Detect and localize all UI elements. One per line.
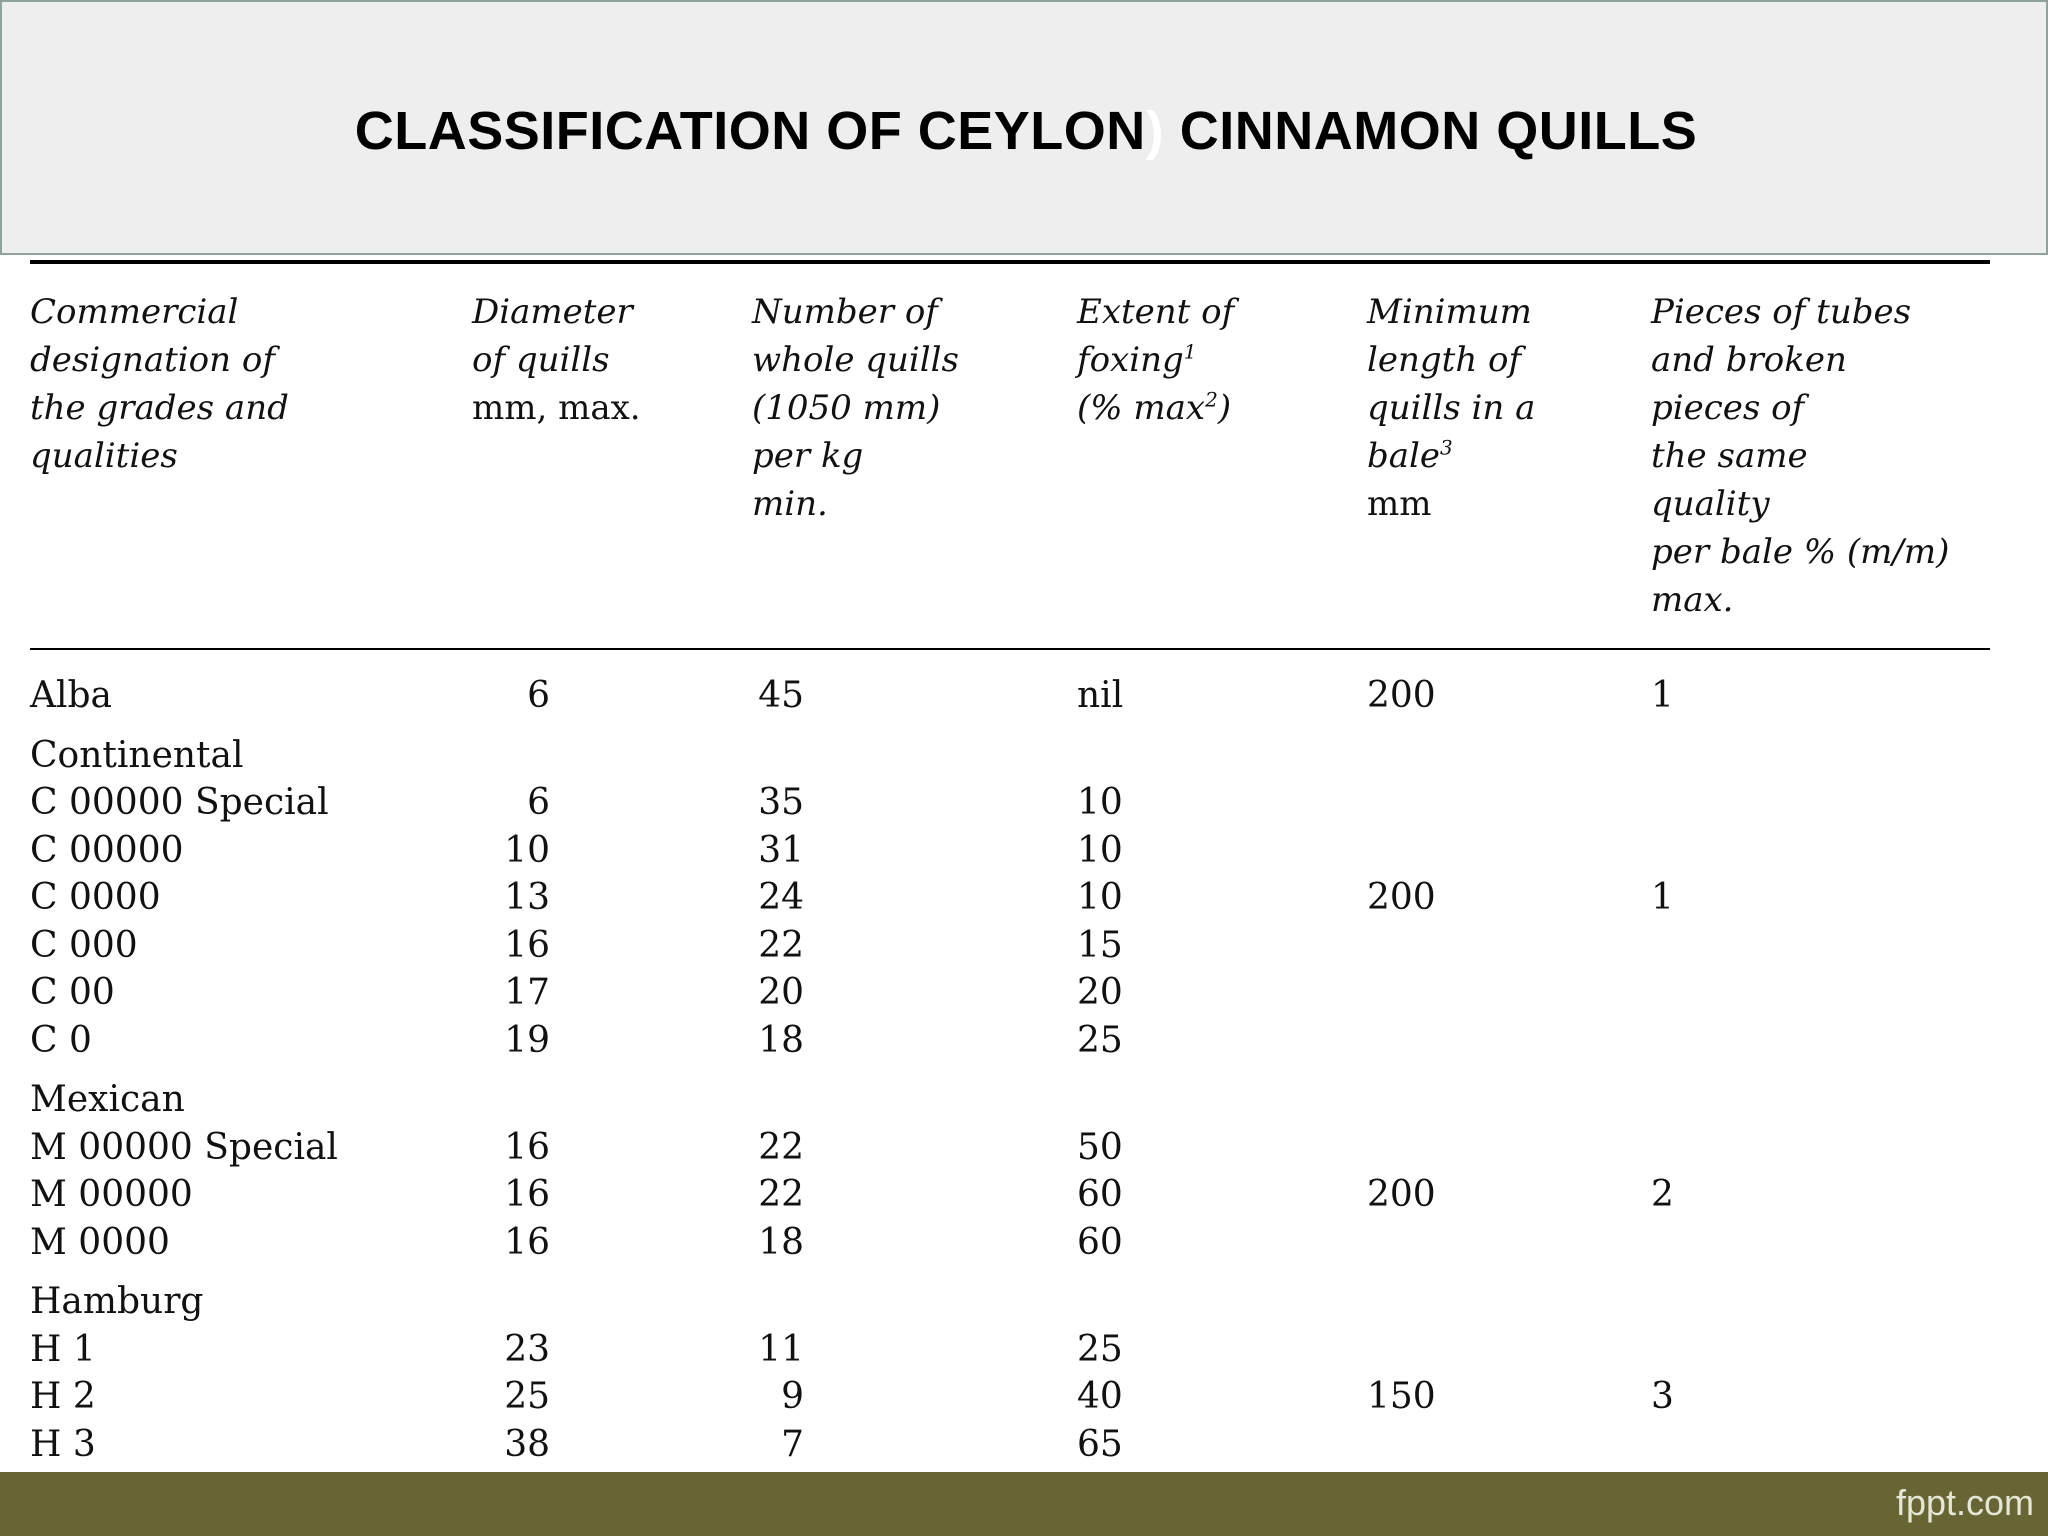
cell-pieces-text: 1 (1651, 877, 1674, 918)
cell-pieces (1651, 1171, 1990, 1219)
cell-length (1367, 827, 1651, 875)
cell-pieces-text: 3 (1651, 1376, 1674, 1417)
cell-grade (30, 922, 472, 970)
cell-diameter (472, 827, 752, 875)
cell-quills (752, 1373, 1077, 1421)
cell-foxing (1077, 1326, 1367, 1374)
header-line: Diameter (472, 292, 633, 332)
cell-diameter-text: 23 (504, 1328, 550, 1370)
cell-length (1367, 969, 1651, 1017)
classification-table-wrap (30, 260, 1990, 1468)
cell-grade-text: Alba (30, 675, 113, 716)
cell-quills-text: 22 (758, 1174, 804, 1215)
cell-length (1367, 779, 1651, 827)
table-row (30, 874, 1990, 922)
cell-length (1367, 1421, 1651, 1469)
cell-foxing-text: 10 (1077, 877, 1123, 918)
cell-grade-text: Continental (30, 734, 244, 776)
cell-grade-text: H 2 (30, 1376, 96, 1417)
header-grade (30, 262, 472, 649)
cell-quills (752, 1171, 1077, 1219)
title-box (0, 0, 2048, 255)
cell-foxing (1077, 1373, 1367, 1421)
cell-grade-text: C 0 (30, 1019, 92, 1061)
header-line: (1050 mm) (752, 388, 941, 428)
footer-brand-text: fppt.com (1895, 1482, 2034, 1523)
cell-diameter-text: 13 (504, 877, 550, 918)
header-line-text: (% max (1077, 388, 1206, 428)
cell-quills (752, 649, 1077, 720)
cell-quills (752, 1219, 1077, 1267)
cell-quills (752, 969, 1077, 1017)
cell-diameter-text: 38 (504, 1423, 550, 1465)
table-row (30, 779, 1990, 827)
cell-diameter (472, 1171, 752, 1219)
cell-length (1367, 1064, 1651, 1124)
cell-quills (752, 720, 1077, 780)
cell-foxing (1077, 1171, 1367, 1219)
table-row (30, 969, 1990, 1017)
cell-pieces (1651, 1373, 1990, 1421)
header-line (1077, 384, 1367, 432)
header-length (1367, 262, 1651, 649)
cell-pieces (1651, 649, 1990, 720)
cell-diameter (472, 1373, 752, 1421)
classification-table (30, 260, 1990, 1468)
cell-grade (30, 1171, 472, 1219)
cell-quills-text: 22 (758, 924, 804, 966)
cell-grade-text: Mexican (30, 1079, 185, 1120)
cell-pieces (1651, 874, 1990, 922)
cell-diameter-text: 19 (504, 1019, 550, 1061)
cell-diameter (472, 779, 752, 827)
cell-foxing (1077, 1064, 1367, 1124)
slide-title (2, 100, 2048, 162)
cell-diameter (472, 1064, 752, 1124)
cell-length-text: 200 (1367, 1174, 1436, 1215)
cell-grade-text: Hamburg (30, 1281, 204, 1322)
cell-grade (30, 779, 472, 827)
cell-foxing-text: 15 (1077, 924, 1123, 966)
cell-foxing-text: 40 (1077, 1376, 1123, 1417)
cell-grade (30, 1373, 472, 1421)
cell-foxing-text: 65 (1077, 1423, 1123, 1465)
cell-length-text: 200 (1367, 877, 1436, 918)
footnote-marker: 2 (1205, 387, 1218, 412)
cell-grade (30, 649, 472, 720)
cell-grade (30, 720, 472, 780)
cell-foxing-text: nil (1077, 675, 1124, 716)
cell-foxing (1077, 827, 1367, 875)
cell-grade-text: H 1 (30, 1328, 96, 1370)
title-ghost-char: ) (1145, 101, 1165, 161)
table-row (30, 827, 1990, 875)
cell-foxing (1077, 969, 1367, 1017)
cell-grade (30, 1017, 472, 1065)
cell-length (1367, 922, 1651, 970)
cell-quills (752, 1421, 1077, 1469)
cell-quills (752, 1064, 1077, 1124)
cell-grade (30, 1326, 472, 1374)
cell-quills-text: 18 (758, 1221, 804, 1263)
cell-pieces-text: 1 (1651, 675, 1674, 716)
cell-grade (30, 1266, 472, 1326)
cell-length (1367, 1171, 1651, 1219)
header-line: quality (1651, 484, 1770, 524)
cell-grade-text: C 00 (30, 972, 115, 1013)
cell-grade-text: C 00000 (30, 829, 184, 871)
cell-diameter (472, 874, 752, 922)
cell-grade-text: C 00000 Special (30, 782, 329, 823)
header-diameter (472, 262, 752, 649)
cell-pieces (1651, 1421, 1990, 1469)
cell-length-text: 150 (1367, 1376, 1436, 1417)
cell-length (1367, 1124, 1651, 1172)
cell-foxing-text: 60 (1077, 1221, 1123, 1263)
cell-grade (30, 1421, 472, 1469)
cell-length-text: 200 (1367, 675, 1436, 716)
header-line: pieces of (1651, 388, 1805, 428)
table-group-row (30, 1064, 1990, 1124)
cell-length (1367, 1326, 1651, 1374)
cell-foxing (1077, 1219, 1367, 1267)
header-line (1367, 432, 1651, 480)
cell-length (1367, 1219, 1651, 1267)
cell-grade-text: C 000 (30, 924, 138, 966)
header-line: min. (752, 484, 828, 524)
cell-pieces (1651, 1124, 1990, 1172)
cell-quills-text: 35 (758, 782, 804, 823)
cell-quills (752, 827, 1077, 875)
cell-quills-text: 9 (781, 1376, 804, 1417)
table-row (30, 1219, 1990, 1267)
header-line: qualities (30, 436, 178, 476)
header-line: Commercial (30, 292, 239, 332)
header-line: per kg (752, 436, 864, 476)
table-row (30, 1124, 1990, 1172)
cell-quills (752, 1017, 1077, 1065)
cell-quills-text: 22 (758, 1126, 804, 1168)
table-row (30, 1421, 1990, 1469)
cell-grade (30, 874, 472, 922)
cell-quills-text: 31 (758, 829, 804, 871)
cell-foxing-text: 10 (1077, 782, 1123, 823)
cell-quills (752, 922, 1077, 970)
cell-diameter-text: 16 (504, 1174, 550, 1215)
cell-diameter-text: 17 (504, 972, 550, 1013)
cell-pieces (1651, 922, 1990, 970)
cell-diameter (472, 969, 752, 1017)
cell-foxing-text: 20 (1077, 972, 1123, 1013)
cell-diameter (472, 1017, 752, 1065)
table-group-row (30, 720, 1990, 780)
footer-bar (0, 1472, 2048, 1536)
header-foxing (1077, 262, 1367, 649)
cell-diameter (472, 922, 752, 970)
header-quills (752, 262, 1077, 649)
cell-pieces (1651, 1219, 1990, 1267)
cell-foxing (1077, 874, 1367, 922)
header-line-text: foxing (1077, 340, 1184, 380)
cell-length (1367, 720, 1651, 780)
cell-pieces (1651, 720, 1990, 780)
cell-diameter (472, 1219, 752, 1267)
cell-quills (752, 1124, 1077, 1172)
header-line-text: ) (1217, 388, 1232, 428)
header-line: Number of (752, 292, 938, 332)
cell-pieces (1651, 1266, 1990, 1326)
cell-foxing (1077, 649, 1367, 720)
cell-diameter-text: 10 (504, 829, 550, 871)
cell-quills (752, 779, 1077, 827)
cell-grade-text: M 00000 Special (30, 1126, 338, 1168)
table-row (30, 1017, 1990, 1065)
header-line: per bale % (m/m) (1651, 532, 1950, 572)
cell-grade-text: C 0000 (30, 877, 161, 918)
table-group-row (30, 1266, 1990, 1326)
cell-diameter (472, 1326, 752, 1374)
title-part-1: CLASSIFICATION OF CEYLON (354, 101, 1146, 161)
cell-quills-text: 45 (758, 675, 804, 716)
cell-diameter (472, 1421, 752, 1469)
header-line (1077, 336, 1367, 384)
cell-quills (752, 1266, 1077, 1326)
header-line: Extent of (1077, 292, 1235, 332)
cell-quills-text: 7 (781, 1423, 804, 1465)
header-line: Minimum (1367, 292, 1532, 332)
table-row (30, 1171, 1990, 1219)
cell-grade (30, 969, 472, 1017)
cell-quills-text: 18 (758, 1019, 804, 1061)
cell-quills (752, 1326, 1077, 1374)
header-line: and broken (1651, 340, 1847, 380)
cell-grade (30, 827, 472, 875)
cell-foxing-text: 10 (1077, 829, 1123, 871)
cell-foxing (1077, 922, 1367, 970)
cell-pieces (1651, 1326, 1990, 1374)
table-row (30, 922, 1990, 970)
cell-quills (752, 874, 1077, 922)
cell-diameter-text: 16 (504, 1221, 550, 1263)
header-line: the same (1651, 436, 1808, 476)
cell-foxing (1077, 720, 1367, 780)
header-line: max. (1651, 580, 1734, 620)
cell-foxing (1077, 1266, 1367, 1326)
header-line: of quills (472, 340, 610, 380)
cell-length (1367, 1266, 1651, 1326)
cell-foxing (1077, 1017, 1367, 1065)
cell-length (1367, 1373, 1651, 1421)
cell-length (1367, 1017, 1651, 1065)
header-line: designation of (30, 340, 275, 380)
cell-pieces-text: 2 (1651, 1174, 1674, 1215)
cell-pieces (1651, 1017, 1990, 1065)
header-line: whole quills (752, 340, 960, 380)
cell-quills-text: 24 (758, 877, 804, 918)
cell-pieces (1651, 827, 1990, 875)
cell-grade-text: M 0000 (30, 1221, 170, 1263)
cell-grade (30, 1219, 472, 1267)
header-line: the grades and (30, 388, 289, 428)
cell-diameter (472, 720, 752, 780)
header-pieces (1651, 262, 1990, 649)
table-row (30, 1326, 1990, 1374)
header-line-text: bale (1367, 436, 1441, 476)
footnote-marker: 3 (1440, 435, 1453, 460)
cell-grade (30, 1064, 472, 1124)
cell-grade-text: M 00000 (30, 1174, 193, 1215)
table-header-row (30, 262, 1990, 649)
cell-foxing-text: 25 (1077, 1019, 1123, 1061)
header-line (1367, 480, 1651, 528)
header-line-text: mm (1367, 484, 1432, 524)
cell-foxing-text: 50 (1077, 1126, 1123, 1168)
cell-length (1367, 649, 1651, 720)
table-row (30, 649, 1990, 720)
table-row (30, 1373, 1990, 1421)
table-body (30, 649, 1990, 1468)
cell-foxing (1077, 1421, 1367, 1469)
cell-diameter-text: 25 (504, 1376, 550, 1417)
header-line (472, 384, 752, 432)
cell-foxing (1077, 1124, 1367, 1172)
cell-diameter (472, 649, 752, 720)
title-part-2: CINNAMON QUILLS (1164, 101, 1698, 161)
cell-grade-text: H 3 (30, 1423, 96, 1465)
cell-diameter-text: 16 (504, 1126, 550, 1168)
cell-diameter (472, 1266, 752, 1326)
cell-diameter-text: 6 (527, 782, 550, 823)
header-line: quills in a (1367, 388, 1536, 428)
cell-foxing (1077, 779, 1367, 827)
footnote-marker: 1 (1183, 339, 1197, 364)
cell-diameter-text: 16 (504, 924, 550, 966)
header-line-text: mm, max. (472, 388, 641, 428)
cell-quills-text: 20 (758, 972, 804, 1013)
cell-diameter-text: 6 (527, 675, 550, 716)
header-line: Pieces of tubes (1651, 292, 1912, 332)
cell-foxing-text: 60 (1077, 1174, 1123, 1215)
cell-foxing-text: 25 (1077, 1328, 1123, 1370)
cell-pieces (1651, 779, 1990, 827)
header-line: length of (1367, 340, 1522, 380)
cell-length (1367, 874, 1651, 922)
cell-pieces (1651, 1064, 1990, 1124)
cell-grade (30, 1124, 472, 1172)
cell-diameter (472, 1124, 752, 1172)
cell-quills-text: 11 (758, 1328, 804, 1370)
cell-pieces (1651, 969, 1990, 1017)
